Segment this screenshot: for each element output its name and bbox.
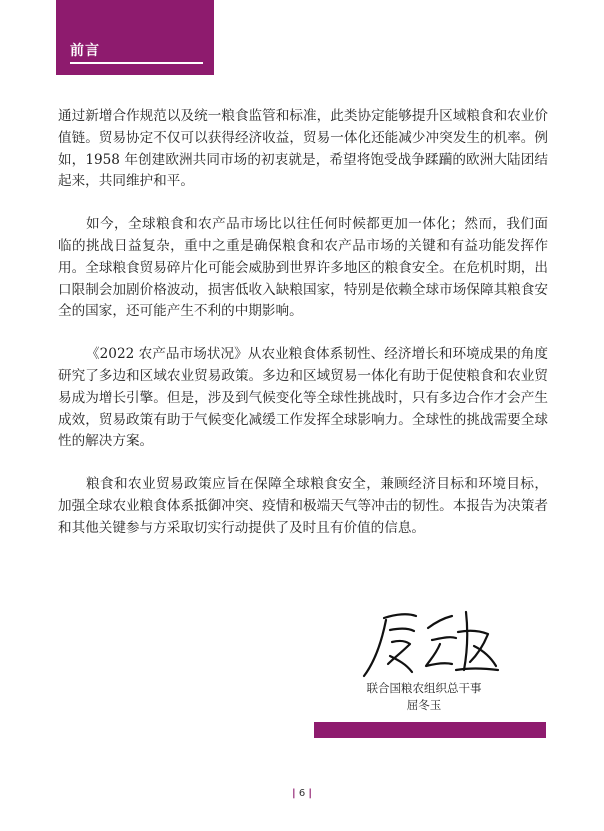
page-number xyxy=(0,788,604,799)
body-text xyxy=(58,106,548,561)
signatory-name: 屈冬玉 xyxy=(406,698,442,712)
page-number-divider-right: | xyxy=(308,788,313,799)
handwritten-signature xyxy=(356,600,512,685)
footer-band xyxy=(314,722,546,738)
signatory-title: 联合国粮农组织总干事 xyxy=(366,681,482,695)
header-underline xyxy=(70,62,203,64)
header-band xyxy=(56,0,214,75)
page-number-value: 6 xyxy=(298,788,306,799)
paragraph-4: 粮食和农业贸易政策应旨在保障全球粮食安全，兼顾经济目标和环境目标，加强全球农业粮食体系抵御冲突、疫情和极端天气等冲击的韧性。本报告为决策者和其他关键参与方采取切实行动提供了及时且有价值的信息。 xyxy=(58,476,548,536)
page-number-divider-left: | xyxy=(291,788,296,799)
paragraph-1: 通过新增合作规范以及统一粮食监管和标准，此类协定能够提升区域粮食和农业价值链。贸易协定不仅可以获得经济收益，贸易一体化还能减少冲突发生的机率。例如，1958 年创建欧洲共同市场的初衷就是，希望将饱受战争蹂躏的欧洲大陆团结起来，共同维护和平。 xyxy=(58,108,548,190)
paragraph-3: 《2022 农产品市场状况》从农业粮食体系韧性、经济增长和环境成果的角度研究了多边和区域农业贸易政策。多边和区域贸易一体化有助于促使粮食和农业贸易成为增长引擎。但是，涉及到气候变化等全球性挑战时，只有多边合作才会产生成效，贸易政策有助于气候变化减缓工作发挥全球影响力。全球性的挑战需要全球性的解决方案。 xyxy=(58,346,548,450)
section-title: 前言 xyxy=(70,43,100,59)
paragraph-2: 如今，全球粮食和农产品市场比以往任何时候都更加一体化；然而，我们面临的挑战日益复杂，重中之重是确保粮食和农产品市场的关键和有益功能发挥作用。全球粮食贸易碎片化可能会威胁到世界许多地区的粮食安全。在危机时期，出口限制会加剧价格波动，损害低收入缺粮国家，特别是依赖全球市场保障其粮食安全的国家，还可能产生不利的中期影响。 xyxy=(58,216,548,320)
